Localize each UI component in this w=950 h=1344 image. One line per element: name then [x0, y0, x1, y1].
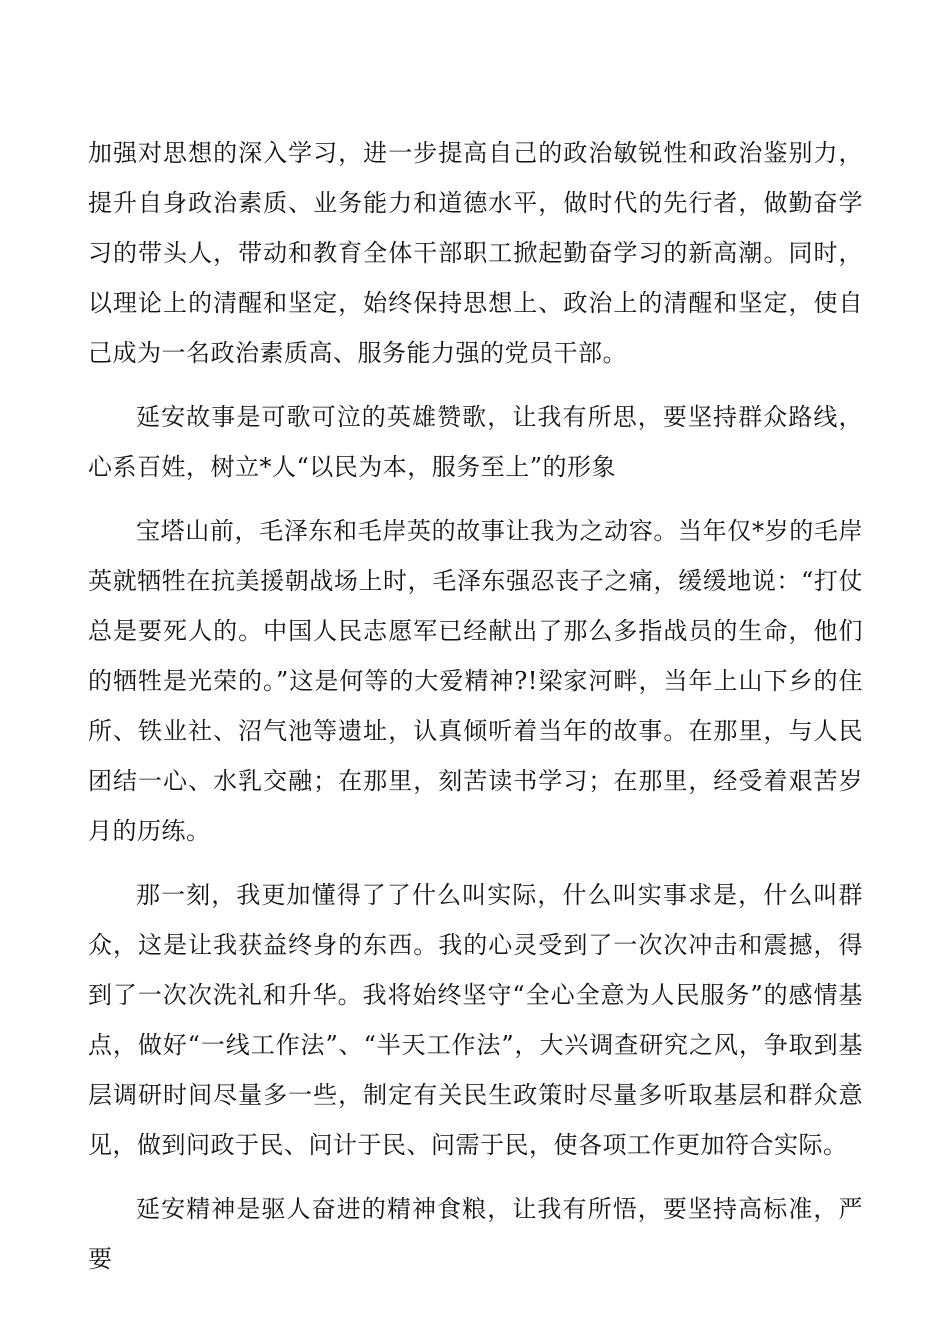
- paragraph-3: 宝塔山前，毛泽东和毛岸英的故事让我为之动容。当年仅*岁的毛岸英就牺牲在抗美援朝战场上时，毛泽东强忍丧子之痛，缓缓地说：“打仗总是要死人的。中国人民志愿军已经献出了那么多指战员的生命，他们的牺牲是光荣的。”这是何等的大爱精神?!梁家河畔，当年上山下乡的住所、铁业社、沼气池等遗址，认真倾听着当年的故事。在那里，与人民团结一心、水乳交融；在那里，刻苦读书学习；在那里，经受着艰苦岁月的历练。: [88, 517, 863, 845]
- paragraph-4: 那一刻，我更加懂得了了什么叫实际，什么叫实事求是，什么叫群众，这是让我获益终身的东西。我的心灵受到了一次次冲击和震撼，得到了一次次洗礼和升华。我将始终坚守“全心全意为人民服务”的感情基点，做好“一线工作法”、“半天工作法”，大兴调查研究之风，争取到基层调研时间尽量多一些，制定有关民生政策时尽量多听取基层和群众意见，做到问政于民、问计于民、问需于民，使各项工作更加符合实际。: [88, 881, 863, 1159]
- document-body: [88, 128, 863, 1284]
- paragraph-1: 加强对思想的深入学习，进一步提高自己的政治敏锐性和政治鉴别力，提升自身政治素质、业务能力和道德水平，做时代的先行者，做勤奋学习的带头人，带动和教育全体干部职工掀起勤奋学习的新高潮。同时，以理论上的清醒和坚定，始终保持思想上、政治上的清醒和坚定，使自己成为一名政治素质高、服务能力强的党员干部。: [88, 139, 863, 367]
- paragraph-2: 延安故事是可歌可泣的英雄赞歌，让我有所思，要坚持群众路线，心系百姓，树立*人“以民为本，服务至上”的形象: [88, 403, 863, 481]
- paragraph-5: 延安精神是驱人奋进的精神食粮，让我有所悟，要坚持高标准，严要: [88, 1195, 863, 1273]
